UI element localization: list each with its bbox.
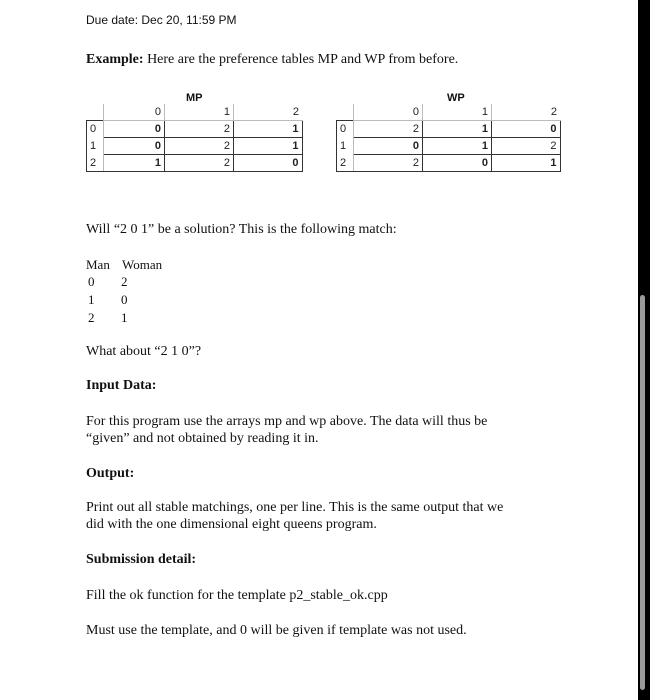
question-210: What about “2 1 0”? xyxy=(86,344,202,359)
mp-cell: 1 xyxy=(234,138,303,155)
wp-cell: 0 xyxy=(423,155,492,172)
wp-header-row xyxy=(337,104,561,121)
wp-cell: 2 xyxy=(354,155,423,172)
mp-cell: 2 xyxy=(165,138,234,155)
wp-cell: 1 xyxy=(423,121,492,138)
mp-col-header: 2 xyxy=(234,104,303,121)
wp-cell: 0 xyxy=(492,121,561,138)
wp-row-label: 2 xyxy=(337,155,354,172)
wp-col-header: 2 xyxy=(492,104,561,121)
example-line xyxy=(86,52,458,68)
wp-table xyxy=(336,104,561,172)
match-man: 1 xyxy=(88,292,95,307)
wp-col-header: 0 xyxy=(354,104,423,121)
wp-row-label: 1 xyxy=(337,138,354,155)
mp-cell: 2 xyxy=(165,155,234,172)
mp-cell: 1 xyxy=(234,121,303,138)
submission-line-2: Must use the template, and 0 will be given if template was not used. xyxy=(86,623,467,638)
table-row xyxy=(87,121,303,138)
mp-cell: 2 xyxy=(165,121,234,138)
wp-col-header: 1 xyxy=(423,104,492,121)
mp-table xyxy=(86,104,303,172)
mp-cell: 0 xyxy=(104,121,165,138)
match-woman: 1 xyxy=(121,310,128,325)
output-line-2: did with the one dimensional eight queens program. xyxy=(86,517,377,532)
wp-cell: 1 xyxy=(423,138,492,155)
table-row xyxy=(87,138,303,155)
input-heading: Input Data: xyxy=(86,378,157,393)
submission-heading: Submission detail: xyxy=(86,552,197,567)
match-woman: 0 xyxy=(121,292,128,307)
match-header-man: Man xyxy=(86,257,110,272)
match-woman: 2 xyxy=(121,274,128,289)
mp-row-label: 0 xyxy=(87,121,104,138)
mp-cell: 1 xyxy=(104,155,165,172)
table-row xyxy=(337,138,561,155)
wp-title: WP xyxy=(447,92,465,104)
example-label: Example: xyxy=(86,52,144,67)
input-line-2: “given” and not obtained by reading it in. xyxy=(86,431,319,446)
mp-row-label: 2 xyxy=(87,155,104,172)
example-text: Here are the preference tables MP and WP from before. xyxy=(143,52,459,67)
question-201: Will “2 0 1” be a solution? This is the following match: xyxy=(86,222,397,237)
mp-header-row xyxy=(87,104,303,121)
output-heading: Output: xyxy=(86,466,135,481)
wp-cell: 1 xyxy=(492,155,561,172)
vertical-scrollbar[interactable] xyxy=(640,295,645,690)
submission-line-1: Fill the ok function for the template p2_stable_ok.cpp xyxy=(86,588,388,603)
output-line-1: Print out all stable matchings, one per line. This is the same output that we xyxy=(86,500,504,515)
due-date: Due date: Dec 20, 11:59 PM xyxy=(86,13,237,27)
mp-row-label: 1 xyxy=(87,138,104,155)
mp-cell: 0 xyxy=(104,138,165,155)
match-man: 2 xyxy=(88,310,95,325)
table-row xyxy=(337,121,561,138)
match-header-woman: Woman xyxy=(122,257,163,272)
match-man: 0 xyxy=(88,274,95,289)
mp-title: MP xyxy=(186,92,203,104)
input-line-1: For this program use the arrays mp and wp above. The data will thus be xyxy=(86,414,488,429)
wp-cell: 2 xyxy=(354,121,423,138)
mp-col-header: 1 xyxy=(165,104,234,121)
mp-col-header: 0 xyxy=(104,104,165,121)
wp-row-label: 0 xyxy=(337,121,354,138)
table-row xyxy=(337,155,561,172)
table-row xyxy=(87,155,303,172)
wp-cell: 2 xyxy=(492,138,561,155)
mp-cell: 0 xyxy=(234,155,303,172)
wp-cell: 0 xyxy=(354,138,423,155)
